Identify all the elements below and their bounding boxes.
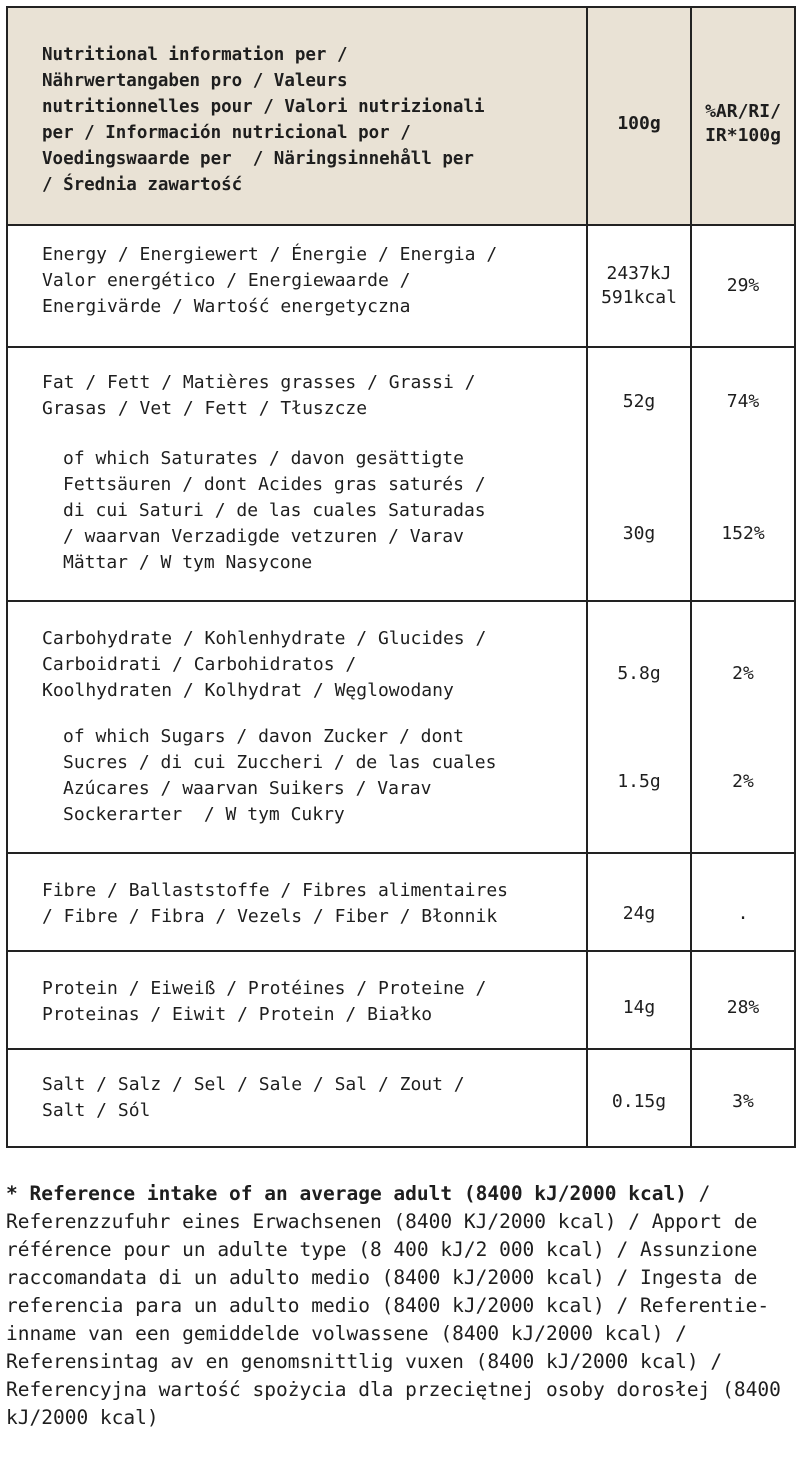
energy-value: 2437kJ 591kcal	[601, 263, 677, 308]
fat-value: 52g	[622, 391, 656, 412]
table-header-row	[8, 8, 794, 226]
header-label-cell	[8, 8, 586, 224]
fibre-ri: .	[737, 903, 749, 924]
nutrition-table	[6, 6, 796, 1148]
salt-ri: 3%	[732, 1091, 754, 1112]
header-col-100g: 100g	[617, 113, 661, 134]
table-row-carbohydrate	[8, 602, 794, 854]
fibre-value: 24g	[622, 903, 656, 924]
carbohydrate-ri: 2%	[732, 663, 754, 684]
energy-ri: 29%	[726, 275, 760, 296]
salt-label: Salt / Salz / Sel / Sale / Sal / Zout / Salt / Sól	[42, 1074, 465, 1121]
protein-ri: 28%	[726, 997, 760, 1018]
carbohydrate-label: Carbohydrate / Kohlenhydrate / Glucides / Carboidrati / Carbohidratos / Koolhydraten / Kolhydrat / Węglowodany	[42, 628, 487, 701]
header-100g-cell	[586, 8, 690, 224]
protein-value: 14g	[622, 997, 656, 1018]
table-row-protein	[8, 952, 794, 1050]
protein-label: Protein / Eiweiß / Protéines / Proteine / Proteinas / Eiwit / Protein / Białko	[42, 978, 487, 1025]
sugars-value: 1.5g	[617, 771, 661, 792]
carbohydrate-value: 5.8g	[617, 663, 661, 684]
header-title: Nutritional information per / Nährwertangaben pro / Valeurs nutritionnelles pour / Valori nutrizionali per / Información nutricional por / Voedingswaarde per / Näringsinnehåll per / Średnia zawartość	[42, 45, 485, 195]
footnote-lead: * Reference intake of an average adult (8400 kJ/2000 kcal)	[6, 1182, 687, 1205]
header-col-ri: %AR/RI/ IR*100g	[705, 101, 781, 146]
footnote-translations: / Referenzzufuhr eines Erwachsenen (8400 KJ/2000 kcal) / Apport de référence pour un adulte type (8 400 kJ/2 000 kcal) / Assunzione raccomandata di un adulto medio (8400 kJ/2000 kcal) / Ingesta de referencia para un adulto medio (8400 kJ/2000 kcal) / Referentie-inname van een gemiddelde volwassene (8400 kJ/2000 kcal) / Referensintag av en genomsnittlig vuxen (8400 kJ/2000 kcal) / Referencyjna wartość spożycia dla przeciętnej osoby dorosłej (8400 kJ/2000 kcal)	[6, 1182, 781, 1429]
saturates-value: 30g	[622, 523, 656, 544]
table-row-fat	[8, 348, 794, 602]
saturates-label: of which Saturates / davon gesättigte Fettsäuren / dont Acides gras saturés / di cui Saturi / de las cuales Saturadas / waarvan Verzadigde vetzuren / Varav Mättar / W tym Nasycone	[63, 448, 486, 573]
sugars-label: of which Sugars / davon Zucker / dont Sucres / di cui Zuccheri / de las cuales Azúcares / waarvan Suikers / Varav Sockerarter / W tym Cukry	[63, 726, 497, 825]
fat-ri: 74%	[726, 391, 760, 412]
saturates-ri: 152%	[721, 523, 765, 544]
fat-label: Fat / Fett / Matières grasses / Grassi / Grasas / Vet / Fett / Tłuszcze	[42, 372, 476, 419]
salt-value: 0.15g	[611, 1091, 667, 1112]
sugars-ri: 2%	[732, 771, 754, 792]
reference-intake-footnote	[6, 1180, 794, 1432]
table-row-fibre	[8, 854, 794, 952]
table-row-salt	[8, 1050, 794, 1146]
table-row-energy	[8, 226, 794, 348]
fibre-label: Fibre / Ballaststoffe / Fibres alimentaires / Fibre / Fibra / Vezels / Fiber / Błonnik	[42, 880, 508, 927]
energy-label: Energy / Energiewert / Énergie / Energia / Valor energético / Energiewaarde / Energivärde / Wartość energetyczna	[42, 244, 498, 317]
header-ri-cell	[690, 8, 794, 224]
